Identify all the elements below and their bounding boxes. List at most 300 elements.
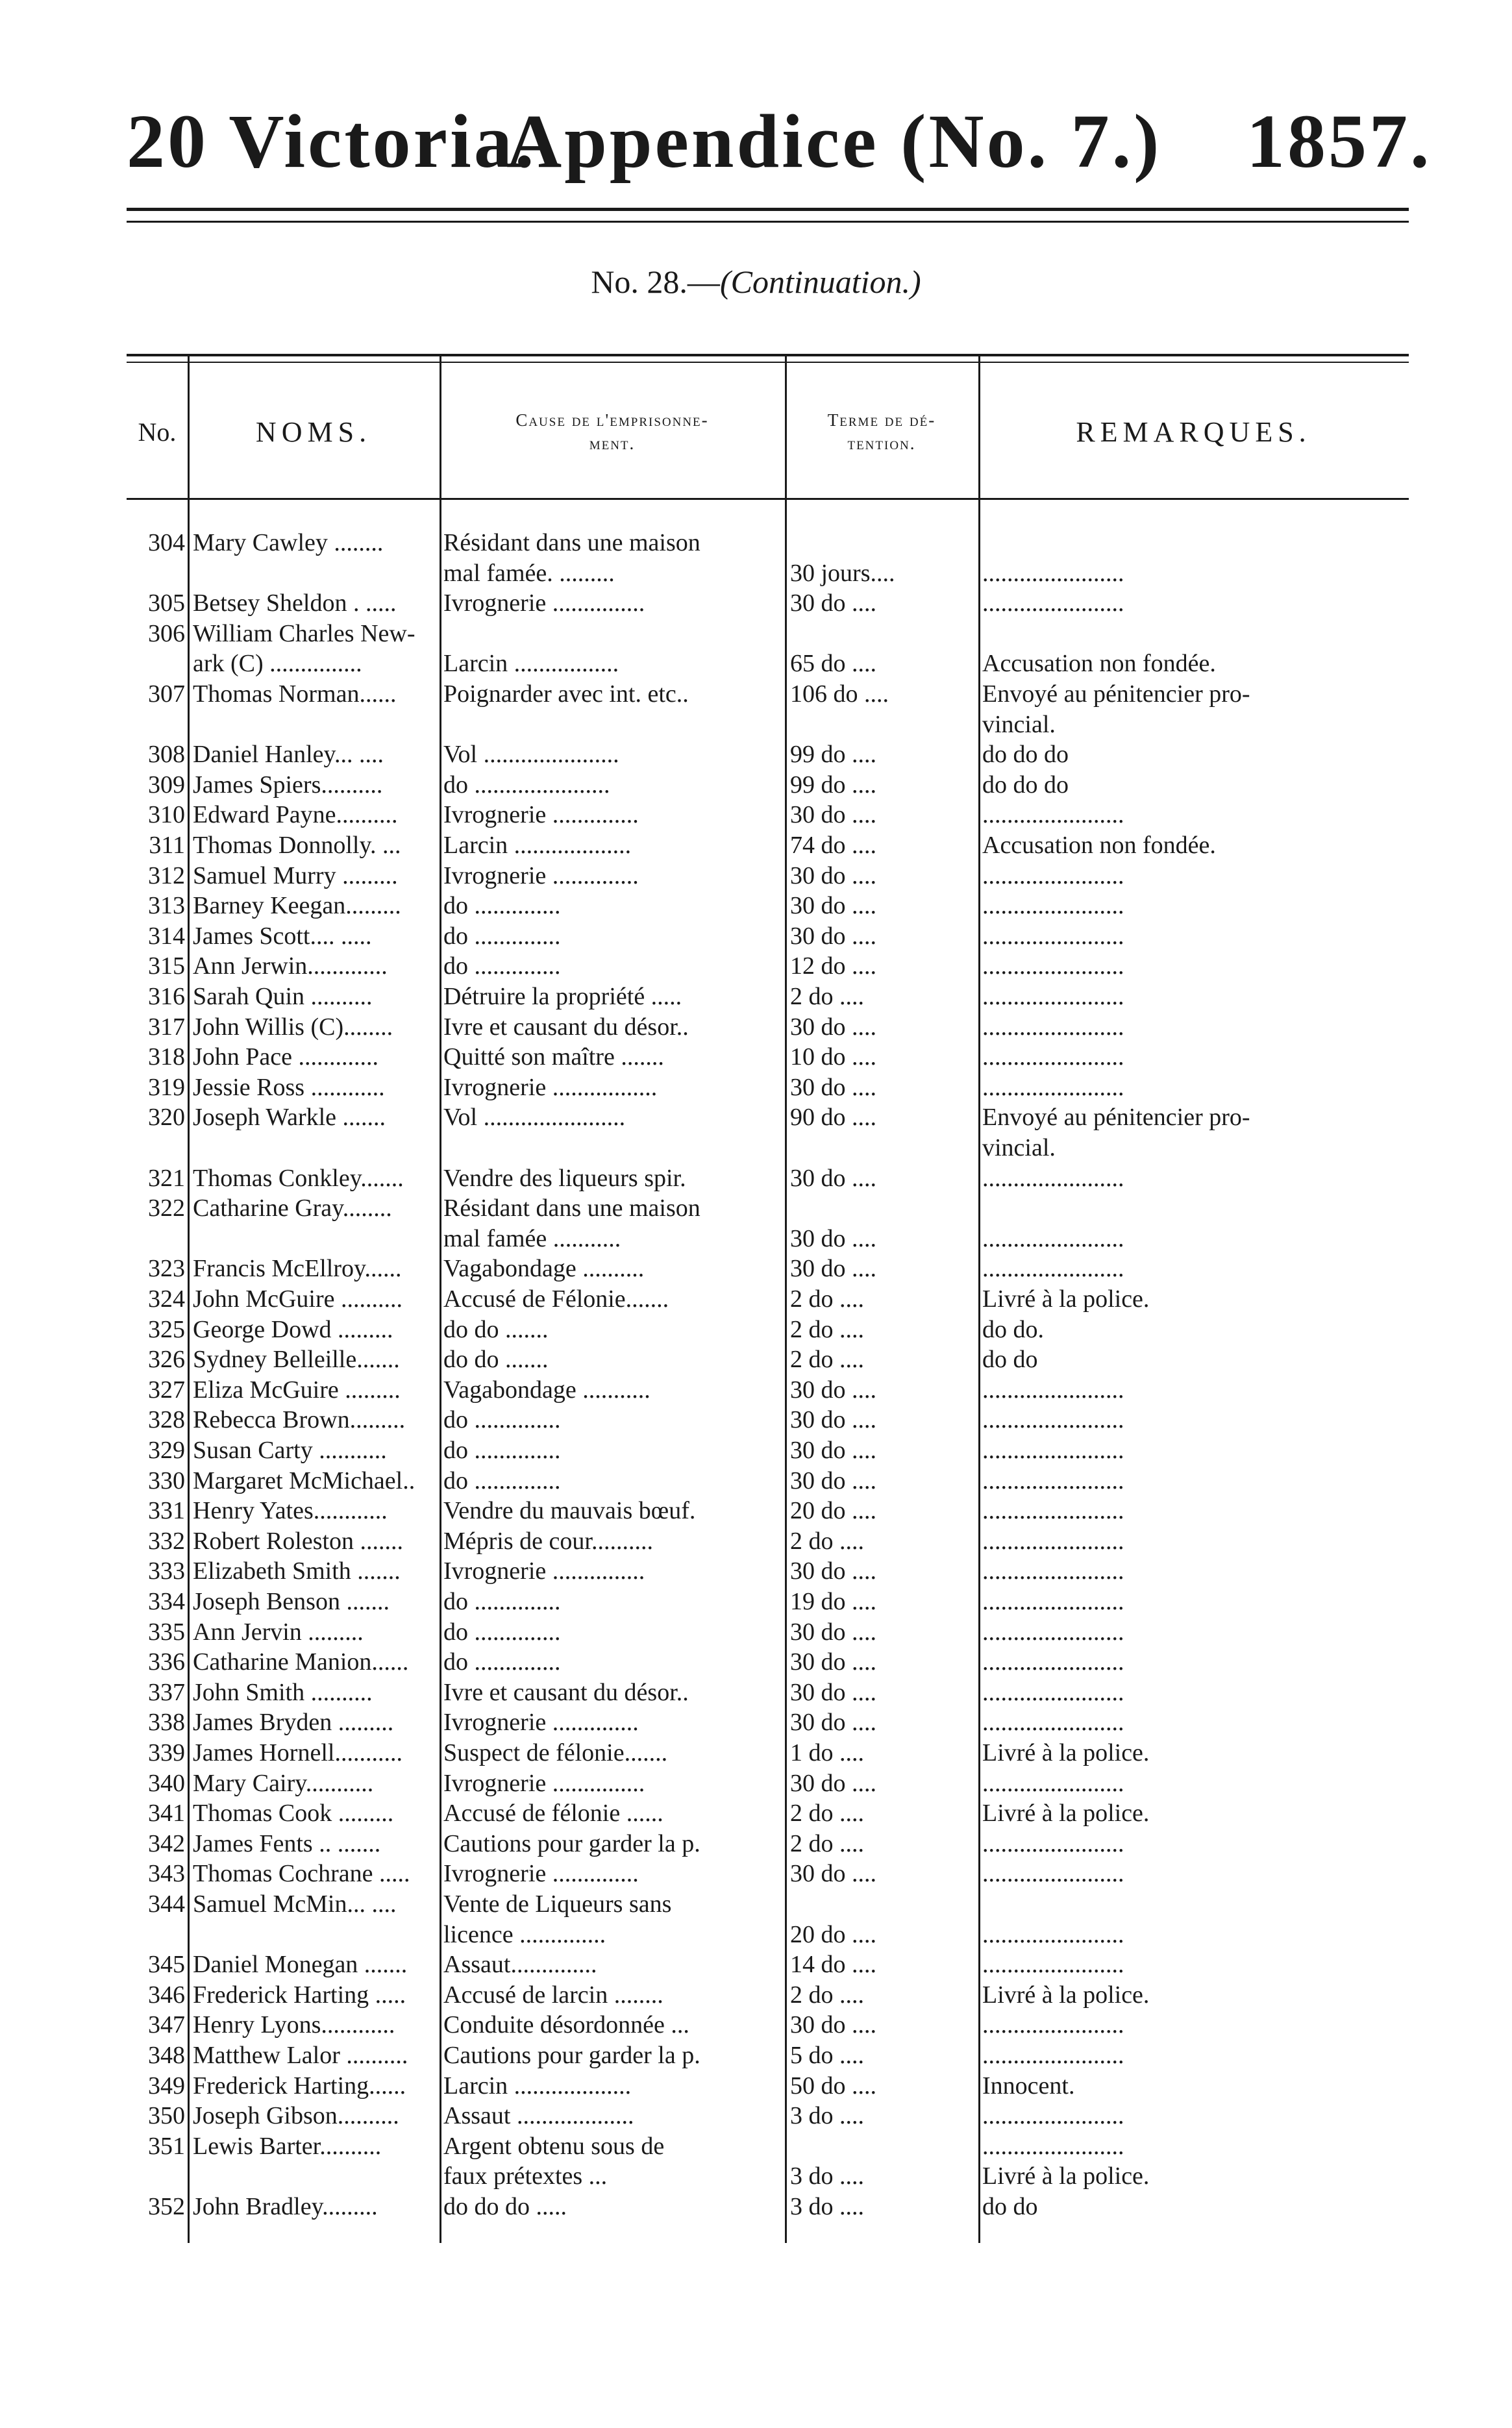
cell-term: 30 do .... [790,1860,876,1888]
cell-cause: Ivrognerie .............. [443,861,639,889]
cell-term [790,1193,975,1224]
cell-cause: Mépris de cour.......... [443,1527,653,1555]
cell-term: 2 do .... [790,1981,864,2009]
table-row [127,1072,1409,1103]
cell-cause: Ivrognerie ............... [443,1769,645,1797]
cell-term: 2 do .... [790,1346,864,1374]
cell-number: 345 [148,1951,185,1979]
cell-remarks: ....................... [982,2042,1124,2069]
table-row [127,1284,1409,1315]
cell-name: Barney Keegan......... [193,892,401,920]
cell-number: 348 [148,2042,185,2069]
cell-term: 1 do .... [790,1739,864,1766]
cell-name: John Smith .......... [193,1678,373,1706]
table-row [127,2192,1409,2222]
table-row [127,982,1409,1012]
cell-number: 324 [148,1285,185,1313]
cell-number: 320 [148,1104,185,1132]
cell-number: 335 [148,1618,185,1646]
cell-name: Samuel McMin... .... [193,1890,397,1918]
cell-number: 307 [148,680,185,708]
cell-remarks: ....................... [982,952,1124,980]
table-row [127,951,1409,982]
cell-cause: Argent obtenu sous de [443,2132,665,2160]
cell-remarks: ....................... [982,1527,1124,1555]
cell-cause [443,710,778,740]
cell-remarks: Livré à la police. [982,1800,1150,1827]
table-row [127,710,1409,740]
cell-name: Lewis Barter.......... [193,2132,382,2160]
cell-cause: Ivrognerie ............... [443,1557,645,1585]
cell-remarks: ....................... [982,1255,1124,1283]
cell-cause: Assaut.............. [443,1951,597,1979]
cell-name [193,2161,436,2192]
cell-term [790,1133,975,1163]
cell-cause: licence .............. [443,1920,606,1948]
cell-remarks: Envoyé au pénitencier pro- [982,1104,1250,1132]
cell-remarks: ....................... [982,1951,1124,1979]
cell-term: 30 do .... [790,1467,876,1494]
cell-name: Mary Cawley ........ [193,529,384,556]
table-row [127,1889,1409,1920]
cell-remarks: ....................... [982,589,1124,617]
table-row [127,1042,1409,1072]
cell-term: 30 do .... [790,1164,876,1192]
cell-name: Daniel Monegan ....... [193,1951,408,1979]
cell-term: 2 do .... [790,983,864,1010]
cell-name: Joseph Warkle ....... [193,1104,386,1132]
col-header-remarques-text: REMARQUES. [1076,415,1311,448]
cell-cause: Ivre et causant du désor.. [443,1013,689,1041]
cell-remarks: ....................... [982,1678,1124,1706]
cell-number [127,2161,185,2192]
cell-number: 325 [148,1315,185,1343]
table-row [127,1920,1409,1950]
cell-remarks: do do. [982,1315,1044,1343]
cell-name: Robert Roleston ....... [193,1527,404,1555]
cell-remarks: ....................... [982,801,1124,829]
cell-term: 30 do .... [790,1648,876,1676]
cell-term: 65 do .... [790,650,876,678]
cell-number: 343 [148,1860,185,1888]
cell-cause: Détruire la propriété ..... [443,983,682,1010]
cell-name: Rebecca Brown......... [193,1406,406,1434]
cell-name [193,558,436,589]
table-row [127,1375,1409,1406]
table-row [127,2071,1409,2101]
cell-number: 340 [148,1769,185,1797]
table-row [127,1678,1409,1708]
cell-term: 19 do .... [790,1588,876,1615]
cell-remarks: do do do [982,771,1069,799]
cell-name: Sydney Belleille....... [193,1346,400,1374]
cell-number: 327 [148,1376,185,1404]
table-row [127,2040,1409,2071]
cell-term: 106 do .... [790,680,889,708]
cell-cause: mal famée. ......... [443,559,615,587]
table-row [127,1012,1409,1043]
table-row [127,2131,1409,2162]
cell-name: Joseph Benson ....... [193,1588,390,1615]
cell-term: 3 do .... [790,2102,864,2130]
cell-cause: Vagabondage .......... [443,1255,645,1283]
cell-name: James Bryden ......... [193,1709,394,1737]
cell-number: 305 [148,589,185,617]
cell-name: Margaret McMichael.. [193,1467,415,1494]
cell-number: 336 [148,1648,185,1676]
cell-name: Henry Lyons............ [193,2011,395,2039]
cell-number [127,710,185,740]
cell-remarks: do do [982,1346,1038,1374]
cell-term: 30 do .... [790,1255,876,1283]
cell-term: 30 do .... [790,589,876,617]
cell-number: 304 [148,529,185,556]
table-row [127,619,1409,649]
cell-cause: Ivrognerie ................. [443,1073,658,1101]
cell-name [193,1920,436,1950]
cell-remarks: ....................... [982,983,1124,1010]
cell-term: 2 do .... [790,1800,864,1827]
table-row [127,1496,1409,1526]
cell-remarks: ....................... [982,1860,1124,1888]
cell-number: 344 [148,1890,185,1918]
cell-remarks: do do [982,2193,1038,2220]
cell-name: John Pace ............. [193,1043,379,1071]
cell-remarks: ....................... [982,1618,1124,1646]
cell-term [790,2131,975,2162]
cell-number: 346 [148,1981,185,2009]
cell-term: 10 do .... [790,1043,876,1071]
cell-name: Thomas Cochrane ..... [193,1860,410,1888]
subtitle-continuation: (Continuation.) [719,264,921,300]
cell-cause: do do do ..... [443,2193,567,2220]
table-row [127,1254,1409,1284]
cell-term: 30 do .... [790,1678,876,1706]
cell-term: 20 do .... [790,1920,876,1948]
cell-remarks: ....................... [982,1043,1124,1071]
table-row [127,558,1409,589]
cell-cause: Ivre et causant du désor.. [443,1678,689,1706]
cell-name: James Hornell........... [193,1739,403,1766]
table-row [127,1587,1409,1617]
cell-remarks: ....................... [982,1497,1124,1525]
cell-name: James Scott.... ..... [193,922,372,950]
cell-cause: Résidant dans une maison [443,1195,700,1222]
table-row [127,1707,1409,1738]
cell-term: 30 do .... [790,1769,876,1797]
header-appendix: Appendice (No. 7.) [506,99,1162,184]
cell-number: 350 [148,2102,185,2130]
cell-cause: Accusé de Félonie....... [443,1285,669,1313]
header-session: 20 Victoria. [127,99,537,184]
cell-term: 2 do .... [790,1315,864,1343]
cell-cause: do ...................... [443,771,610,799]
table-row [127,649,1409,679]
cell-cause: do .............. [443,1467,561,1494]
cell-name: James Spiers.......... [193,771,383,799]
cell-number: 330 [148,1467,185,1494]
cell-remarks [982,619,1407,649]
cell-cause: Cautions pour garder la p. [443,1829,700,1857]
cell-term: 30 do .... [790,1073,876,1101]
table-row [127,1315,1409,1345]
table-row [127,1102,1409,1133]
cell-cause: faux prétextes ... [443,2162,608,2190]
cell-name: Eliza McGuire ......... [193,1376,401,1404]
cell-number: 333 [148,1557,185,1585]
table-row [127,1647,1409,1678]
cell-term: 99 do .... [790,771,876,799]
cell-cause: Suspect de félonie....... [443,1739,668,1766]
table-row [127,1133,1409,1163]
cell-cause: Vol ....................... [443,1104,626,1132]
cell-remarks: ....................... [982,892,1124,920]
col-header-terme-line1: Terme de dé- [827,410,936,430]
cell-number: 331 [148,1497,185,1525]
cell-cause: do .............. [443,1437,561,1464]
cell-term [790,528,975,558]
cell-name: Thomas Cook ......... [193,1800,394,1827]
cell-term: 3 do .... [790,2193,864,2220]
table-row [127,2101,1409,2131]
col-header-cause-line2: ment. [589,434,636,453]
cell-name [193,1224,436,1254]
cell-cause: Vol ...................... [443,741,619,769]
cell-remarks: Livré à la police. [982,1739,1150,1766]
cell-cause: Larcin ................. [443,650,619,678]
cell-name: James Fents .. ....... [193,1829,381,1857]
col-header-terme [785,380,978,484]
cell-cause: Assaut ................... [443,2102,634,2130]
col-header-no [127,380,188,484]
cell-remarks: ....................... [982,1224,1124,1252]
cell-name: Joseph Gibson.......... [193,2102,399,2130]
cell-term: 12 do .... [790,952,876,980]
cell-remarks: ....................... [982,1769,1124,1797]
cell-number: 326 [148,1346,185,1374]
cell-cause: Quitté son maître ....... [443,1043,664,1071]
subtitle-number: No. 28.— [591,264,720,300]
cell-name: Francis McEllroy...... [193,1255,402,1283]
cell-term: 30 do .... [790,1618,876,1646]
cell-remarks: Accusation non fondée. [982,650,1216,678]
cell-remarks: ....................... [982,1013,1124,1041]
cell-number: 313 [148,892,185,920]
table-row [127,2010,1409,2040]
cell-remarks: ....................... [982,2011,1124,2039]
cell-remarks: vincial. [982,1134,1056,1161]
cell-term: 2 do .... [790,1829,864,1857]
cell-cause: Conduite désordonnée ... [443,2011,689,2039]
cell-term: 30 do .... [790,892,876,920]
col-header-terme-line2: tention. [847,434,916,453]
cell-name: Frederick Harting ..... [193,1981,406,2009]
cell-number: 329 [148,1437,185,1464]
cell-number: 338 [148,1709,185,1737]
col-header-remarques [978,380,1409,484]
cell-remarks: ....................... [982,1406,1124,1434]
cell-number: 310 [148,801,185,829]
cell-term: 30 do .... [790,1557,876,1585]
cell-name: Catharine Manion...... [193,1648,409,1676]
table-row [127,1556,1409,1587]
cell-remarks: Livré à la police. [982,1285,1150,1313]
cell-number [127,1920,185,1950]
cell-cause: do .............. [443,1648,561,1676]
table-subtitle [0,263,1512,301]
table-row [127,1738,1409,1768]
cell-cause [443,1133,778,1163]
cell-remarks: ....................... [982,1437,1124,1464]
cell-remarks: ....................... [982,2132,1124,2160]
cell-name: Sarah Quin .......... [193,983,373,1010]
cell-cause: Vagabondage ........... [443,1376,651,1404]
cell-name: Thomas Conkley....... [193,1164,404,1192]
cell-number: 317 [148,1013,185,1041]
header-rule [127,208,1409,211]
cell-remarks: ....................... [982,1073,1124,1101]
cell-number [127,558,185,589]
table-header-rule [127,498,1409,500]
cell-term: 30 do .... [790,2011,876,2039]
cell-term [790,1889,975,1920]
cell-term [790,710,975,740]
cell-cause: do .............. [443,892,561,920]
cell-remarks: Livré à la police. [982,2162,1150,2190]
cell-number: 309 [148,771,185,799]
col-header-cause-line1: Cause de l'emprisonne- [515,410,709,430]
cell-remarks [982,1193,1407,1224]
cell-remarks: ....................... [982,1588,1124,1615]
cell-remarks: ....................... [982,1164,1124,1192]
cell-term: 5 do .... [790,2042,864,2069]
cell-name: Edward Payne.......... [193,801,398,829]
cell-cause: Larcin ................... [443,832,632,859]
cell-cause: Ivrognerie .............. [443,1860,639,1888]
cell-number: 312 [148,861,185,889]
table-row [127,1193,1409,1224]
cell-term: 30 do .... [790,1376,876,1404]
cell-term: 30 do .... [790,861,876,889]
cell-remarks: ....................... [982,559,1124,587]
cell-term: 99 do .... [790,741,876,769]
cell-number: 341 [148,1800,185,1827]
table-row [127,588,1409,619]
cell-cause: mal famée ........... [443,1224,621,1252]
cell-name: Elizabeth Smith ....... [193,1557,401,1585]
cell-cause: do .............. [443,1588,561,1615]
cell-name: Ann Jerwin............. [193,952,388,980]
cell-remarks: vincial. [982,710,1056,738]
table-row [127,1163,1409,1194]
cell-cause: do .............. [443,952,561,980]
cell-cause: do do ....... [443,1315,549,1343]
cell-remarks: ....................... [982,1376,1124,1404]
cell-number: 308 [148,741,185,769]
cell-remarks: ....................... [982,861,1124,889]
cell-cause: Résidant dans une maison [443,529,700,556]
cell-cause: Vente de Liqueurs sans [443,1890,672,1918]
cell-name: Frederick Harting...... [193,2072,406,2100]
cell-remarks: ....................... [982,1920,1124,1948]
cell-number: 323 [148,1255,185,1283]
cell-term: 74 do .... [790,832,876,859]
table-row [127,1466,1409,1496]
table-row [127,679,1409,710]
cell-name: George Dowd ......... [193,1315,393,1343]
cell-cause: do .............. [443,922,561,950]
table-row [127,1224,1409,1254]
cell-term: 30 do .... [790,1013,876,1041]
cell-name: Daniel Hanley... .... [193,741,384,769]
cell-name: Thomas Norman...... [193,680,397,708]
table-row [127,891,1409,921]
cell-name: John McGuire .......... [193,1285,403,1313]
table-row [127,1405,1409,1435]
table-row [127,1617,1409,1648]
cell-name: Susan Carty ........... [193,1437,387,1464]
cell-cause [443,619,778,649]
cell-cause: Larcin ................... [443,2072,632,2100]
cell-name: ark (C) ............... [193,650,362,678]
cell-cause: Accusé de félonie ...... [443,1800,663,1827]
cell-term: 30 do .... [790,801,876,829]
cell-number: 352 [148,2193,185,2220]
cell-term: 20 do .... [790,1497,876,1525]
cell-remarks: ....................... [982,1829,1124,1857]
cell-name: Samuel Murry ......... [193,861,398,889]
table-row [127,1526,1409,1557]
table-row [127,1829,1409,1859]
cell-remarks: ....................... [982,1467,1124,1494]
cell-number: 334 [148,1588,185,1615]
table-row [127,739,1409,770]
cell-cause: Vendre du mauvais bœuf. [443,1497,696,1525]
col-header-noms [188,380,440,484]
table-row [127,770,1409,800]
cell-name: Henry Yates............ [193,1497,388,1525]
header-rule [127,221,1409,223]
cell-cause: Vendre des liqueurs spir. [443,1164,686,1192]
cell-number: 347 [148,2011,185,2039]
cell-number: 351 [148,2132,185,2160]
cell-remarks: ....................... [982,922,1124,950]
cell-term: 90 do .... [790,1104,876,1132]
table-row [127,800,1409,830]
cell-name: Jessie Ross ............ [193,1073,385,1101]
header-year: 1857. [1246,99,1432,184]
table-row [127,861,1409,891]
table-row [127,1859,1409,1889]
cell-number [127,1224,185,1254]
cell-number: 339 [148,1739,185,1766]
cell-name: Mary Cairy........... [193,1769,374,1797]
table-row [127,1950,1409,1980]
table-row [127,528,1409,558]
cell-remarks [982,1889,1407,1920]
col-header-cause [440,380,785,484]
table-row [127,2161,1409,2192]
cell-number: 328 [148,1406,185,1434]
cell-name: Ann Jervin ......... [193,1618,364,1646]
table-top-rule [127,362,1409,363]
cell-term: 30 do .... [790,1437,876,1464]
cell-term: 2 do .... [790,1285,864,1313]
cell-remarks: ....................... [982,1709,1124,1737]
cell-term: 50 do .... [790,2072,876,2100]
cell-term: 30 jours.... [790,559,895,587]
cell-cause: Accusé de larcin ........ [443,1981,663,2009]
